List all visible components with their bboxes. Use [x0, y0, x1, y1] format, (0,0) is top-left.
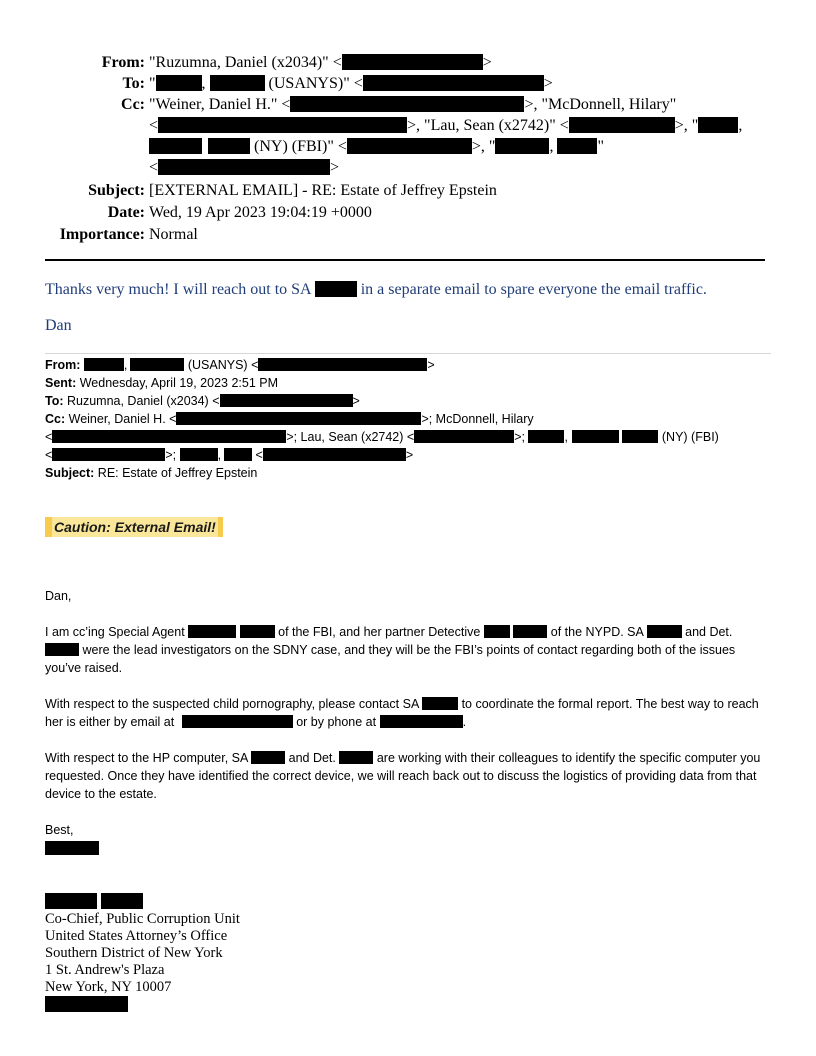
redaction [347, 138, 472, 154]
redaction [251, 751, 285, 764]
redaction [52, 430, 286, 443]
redaction [240, 625, 275, 638]
redaction [52, 448, 165, 461]
forwarded-cc-label: Cc: [45, 412, 66, 426]
redaction [569, 117, 675, 133]
redaction [495, 138, 549, 154]
forwarded-sent-label: Sent: [45, 376, 77, 390]
redaction [220, 394, 353, 407]
redaction [290, 96, 524, 112]
header-to-row: To: " , (USANYS)" < > [45, 73, 785, 94]
redaction-signature-first-name [45, 893, 97, 909]
header-subject-value: [EXTERNAL EMAIL] - RE: Estate of Jeffrey Epstein [149, 182, 497, 199]
signature-title: Co-Chief, Public Corruption Unit [45, 911, 240, 927]
redaction [258, 358, 427, 371]
redaction [158, 117, 407, 133]
redaction [224, 448, 252, 461]
header-to-label: To: [122, 75, 145, 92]
redaction [188, 625, 236, 638]
header-date-label: Date: [107, 204, 145, 221]
redaction-signature-phone [45, 996, 128, 1012]
signature-office: United States Attorney’s Office [45, 928, 228, 944]
redaction [380, 715, 463, 728]
body-paragraph-3: With respect to the HP computer, SA and Det. are working with their colleagues to identify the specific computer you requested. Once they have identified the correct device, we will reach back out to discuss the logistics of providing data from that device to the estate. [45, 751, 761, 801]
redaction [422, 697, 458, 710]
redaction [158, 159, 330, 175]
header-importance-label: Importance: [59, 226, 145, 243]
redaction-sender-name [45, 841, 99, 855]
body-paragraph-2: With respect to the suspected child pornography, please contact SA to coordinate the formal report. The best way to reach her is either by email at or by phone at . [45, 697, 759, 729]
header-from-label: From: [101, 54, 145, 71]
reply-signoff: Dan [45, 317, 72, 334]
body-paragraph-1: I am cc’ing Special Agent of the FBI, and her partner Detective of the NYPD. SA and Det. were the lead investigators on the SDNY case, and they will be the FBI’s points of contact regarding both of the issues you’ve raised. [45, 625, 736, 675]
signature-address-street: 1 St. Andrew's Plaza [45, 962, 165, 978]
body-closing: Best, [45, 823, 74, 837]
forwarded-sent-row [45, 374, 775, 392]
header-importance-row [45, 224, 785, 245]
redaction [698, 117, 738, 133]
forwarded-to-row: To: Ruzumna, Daniel (x2034) < > [45, 394, 360, 408]
forwarded-header [45, 356, 775, 482]
redaction [84, 358, 124, 371]
redaction [208, 138, 250, 154]
redaction [339, 751, 373, 764]
redaction [315, 281, 357, 297]
forwarded-to-label: To: [45, 394, 64, 408]
redaction [528, 430, 564, 443]
signature-block [45, 911, 240, 996]
redaction [149, 138, 202, 154]
forwarded-subject-row [45, 464, 775, 482]
redaction [622, 430, 658, 443]
redaction [484, 625, 510, 638]
forwarded-subject-value: RE: Estate of Jeffrey Epstein [94, 466, 258, 480]
header-divider [45, 259, 765, 261]
redaction [513, 625, 547, 638]
redaction [156, 75, 202, 91]
header-from-text: "Ruzumna, Daniel (x2034)" < [149, 54, 342, 71]
forwarded-from-label: From: [45, 358, 81, 372]
redaction [130, 358, 184, 371]
email-header [45, 52, 785, 245]
body-greeting: Dan, [45, 589, 72, 603]
redaction [414, 430, 514, 443]
forward-divider [45, 353, 771, 354]
redaction [176, 412, 421, 425]
header-date-value: Wed, 19 Apr 2023 19:04:19 +0000 [149, 204, 372, 221]
header-cc-row: Cc: "Weiner, Daniel H." < >, "McDonnell, Hilary" < >, "Lau, Sean (x2742)" < >, " , (NY) (FBI)" < >, " , " < > [45, 94, 785, 178]
redaction [572, 430, 619, 443]
redaction [182, 715, 293, 728]
redaction [647, 625, 682, 638]
redaction [180, 448, 218, 461]
redaction [342, 54, 483, 70]
forwarded-subject-label: Subject: [45, 466, 95, 480]
forwarded-cc-row-2: < >; Lau, Sean (x2742) < >; , (NY) (FBI) [45, 430, 719, 444]
header-importance-value: Normal [149, 226, 198, 243]
forwarded-from-row: From: , (USANYS) < > [45, 358, 435, 372]
redaction [210, 75, 265, 91]
signature-district: Southern District of New York [45, 945, 223, 961]
redaction [557, 138, 597, 154]
signature-address-city: New York, NY 10007 [45, 979, 172, 995]
redaction [363, 75, 544, 91]
header-date-row [45, 202, 785, 223]
forwarded-cc-row-3: < >; , < > [45, 448, 414, 462]
header-from-row: From: "Ruzumna, Daniel (x2034)" < > [45, 52, 785, 73]
forwarded-sent-value: Wednesday, April 19, 2023 2:51 PM [76, 376, 278, 390]
redaction [45, 643, 79, 656]
reply-message-line: Thanks very much! I will reach out to SA in a separate email to spare everyone the email traffic. [45, 281, 707, 298]
redaction [263, 448, 406, 461]
redaction-signature-last-name [101, 893, 143, 909]
header-subject-row [45, 180, 785, 201]
caution-label: Caution: External Email! [54, 519, 216, 535]
header-subject-label: Subject: [88, 182, 145, 199]
caution-banner [45, 517, 223, 537]
header-cc-label: Cc: [121, 96, 145, 113]
forwarded-cc-row: Cc: Weiner, Daniel H. < >; McDonnell, Hilary [45, 412, 534, 426]
